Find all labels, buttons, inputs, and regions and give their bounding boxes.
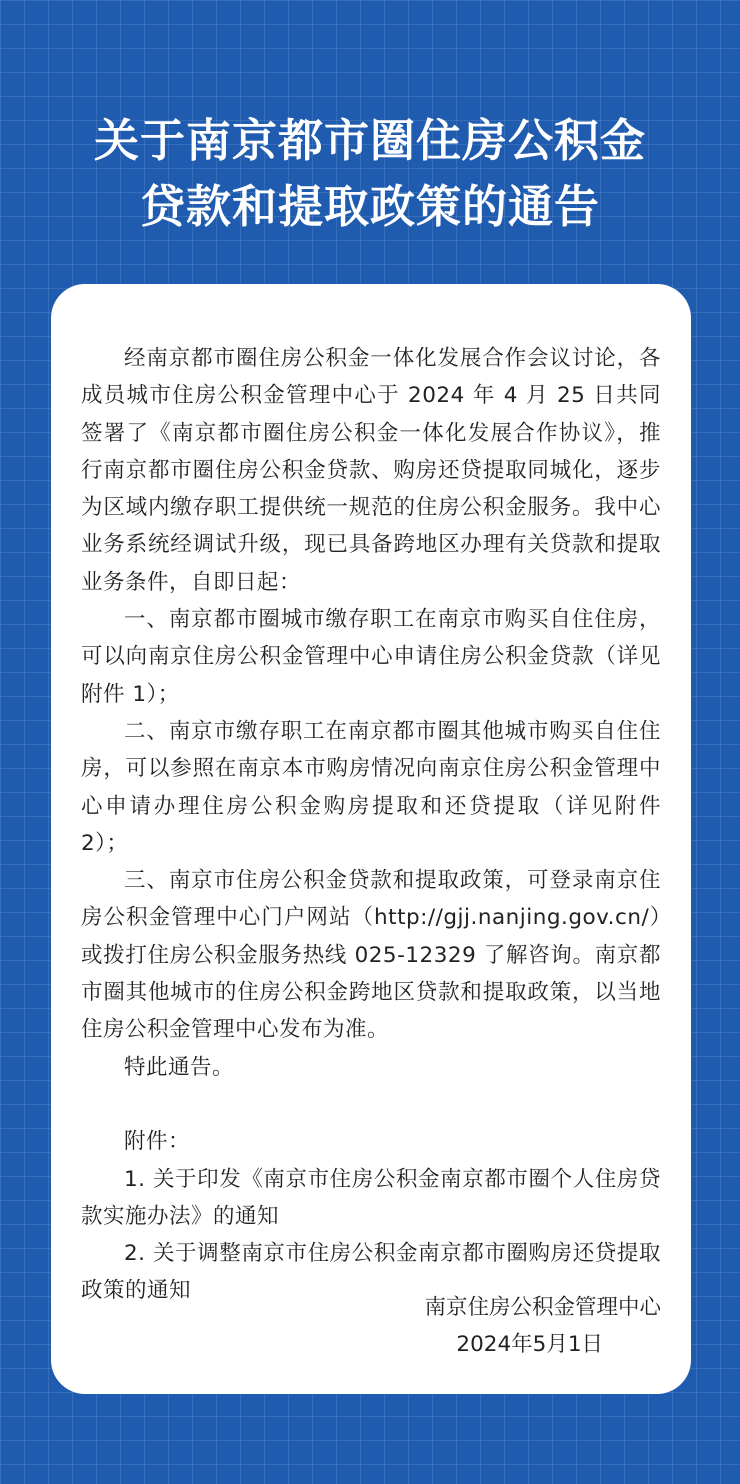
signature-block	[361, 1289, 661, 1363]
attachments-label: 附件：	[124, 1129, 191, 1155]
spacer	[81, 1086, 661, 1123]
intro-paragraph: 经南京都市圈住房公积金一体化发展合作会议讨论，各成员城市住房公积金管理中心于 2024 年 4 月 25 日共同签署了《南京都市圈住房公积金一体化发展合作协议》，推行南京都市圈住房公积金贷款、购房还贷提取同城化，逐步为区域内缴存职工提供统一规范的住房公积金服务。我中心业务系统经调试升级，现已具备跨地区办理有关贷款和提取业务条件，自即日起：	[81, 346, 661, 595]
attachment-item-2: 2. 关于调整南京市住房公积金南京都市圈购房还贷提取政策的通知	[81, 1241, 661, 1304]
issue-date: 2024年5月1日	[456, 1332, 603, 1357]
policy-item-3: 三、南京市住房公积金贷款和提取政策，可登录南京住房公积金管理中心门户网站（http://gjj.nanjing.gov.cn/）或拨打住房公积金服务热线 025-12329 了解咨询。南京都市圈其他城市的住房公积金跨地区贷款和提取政策，以当地住房公积金管理中心发布为准。	[81, 868, 661, 1043]
policy-item-1: 一、南京都市圈城市缴存职工在南京市购买自住住房，可以向南京住房公积金管理中心申请住房公积金贷款（详见附件 1）；	[81, 607, 661, 707]
closing-text: 特此通告。	[124, 1054, 235, 1080]
issuing-organization: 南京住房公积金管理中心	[424, 1295, 661, 1320]
title-line-1: 关于南京都市圈住房公积金	[93, 114, 646, 167]
notice-card	[51, 284, 691, 1394]
notice-body	[81, 340, 661, 1310]
page-title	[0, 108, 740, 240]
title-line-2: 贷款和提取政策的通告	[139, 180, 600, 233]
attachment-item-1: 1. 关于印发《南京市住房公积金南京都市圈个人住房贷款实施办法》的通知	[81, 1166, 661, 1229]
policy-item-2: 二、南京市缴存职工在南京都市圈其他城市购买自住住房，可以参照在南京本市购房情况向南京住房公积金管理中心申请办理住房公积金购房提取和还贷提取（详见附件 2）；	[81, 718, 661, 856]
